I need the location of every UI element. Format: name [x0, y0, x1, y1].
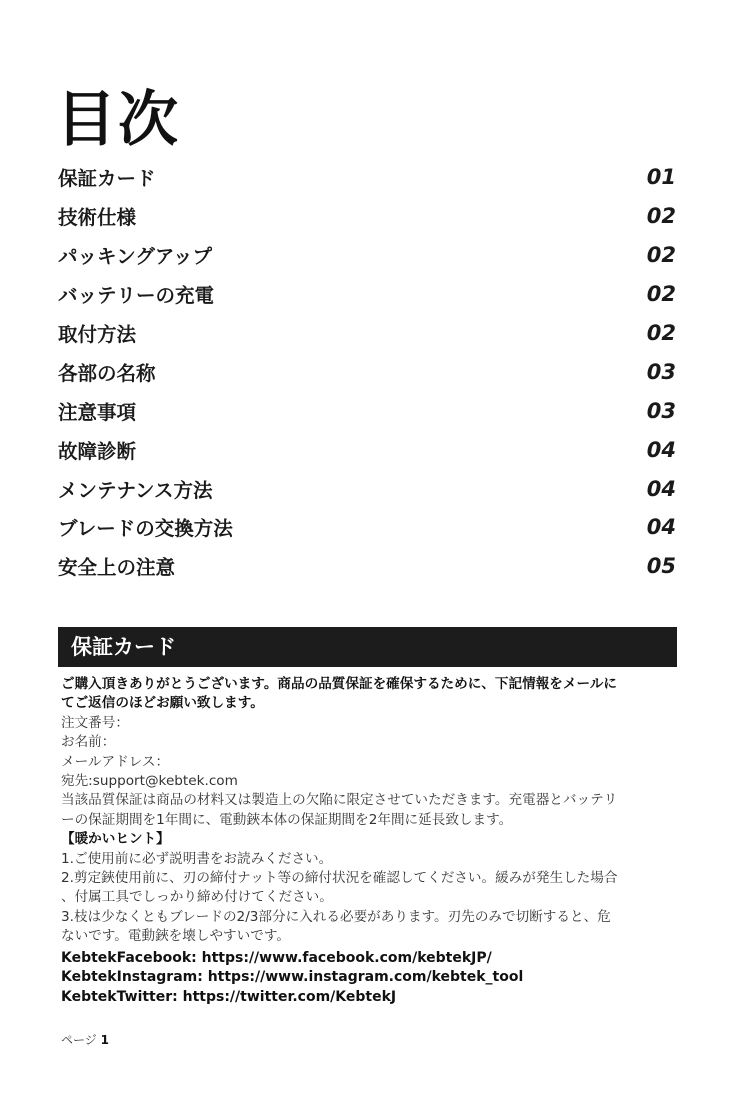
- hint-item: 、付属工具でしっかり締め付けてください。: [61, 889, 333, 906]
- toc-entry-label: ブレードの交換方法: [58, 517, 233, 541]
- toc-entry[interactable]: [58, 508, 676, 547]
- toc-entry-page: 04: [646, 476, 676, 501]
- toc-entry-page: 04: [646, 515, 676, 540]
- order-number-label: 注文番号：: [61, 714, 129, 731]
- toc-entry[interactable]: [58, 391, 676, 430]
- toc-entry-page: 04: [646, 437, 676, 462]
- twitter-link[interactable]: KebtekTwitter: https://twitter.com/KebtekJ: [61, 988, 397, 1005]
- hint-item: 3.枝は少なくともブレードの2/3部分に入れる必要があります。刃先のみで切断すると、危: [61, 908, 611, 925]
- toc-entry[interactable]: [58, 197, 676, 236]
- warranty-text: ーの保証期間を1年間に、電動鋏本体の保証期間を2年間に延長致します。: [61, 811, 513, 828]
- warranty-card-content: [61, 675, 677, 1007]
- toc-entry[interactable]: [58, 430, 676, 469]
- hint-heading: 【暖かいヒント】: [61, 831, 170, 848]
- toc-entry-page: 02: [646, 282, 676, 307]
- hint-item: ないです。電動鋏を壊しやすいです。: [61, 928, 290, 945]
- toc-entry[interactable]: [58, 547, 676, 586]
- warranty-text: 当該品質保証は商品の材料又は製造上の欠陥に限定させていただきます。充電器とバッテリ: [61, 792, 618, 809]
- section-heading-bar: 保証カード: [58, 627, 677, 667]
- toc-entry-label: 保証カード: [58, 167, 156, 191]
- support-address: 宛先:support@kebtek.com: [61, 773, 238, 790]
- facebook-link[interactable]: KebtekFacebook: https://www.facebook.com/kebtekJP/: [61, 949, 492, 966]
- instagram-link[interactable]: KebtekInstagram: https://www.instagram.com/kebtek_tool: [61, 969, 524, 986]
- toc-entry-page: 03: [646, 398, 676, 423]
- toc-entry-label: パッキングアップ: [58, 245, 213, 269]
- page-title: 目次: [56, 85, 180, 155]
- toc-entry[interactable]: [58, 314, 676, 353]
- toc-entry[interactable]: [58, 236, 676, 275]
- social-links: [61, 949, 677, 1008]
- hint-item: 1.ご使用前に必ず説明書をお読みください。: [61, 850, 333, 867]
- page-footer: [61, 1031, 109, 1048]
- page-number: 1: [100, 1033, 109, 1047]
- toc-entry-page: 03: [646, 359, 676, 384]
- toc-entry-label: 故障診断: [58, 439, 137, 463]
- toc-entry-label: 安全上の注意: [58, 556, 176, 580]
- intro-text: てご返信のほどお願い致します。: [61, 695, 264, 712]
- hint-item: 2.剪定鋏使用前に、刃の締付ナット等の締付状況を確認してください。緩みが発生した場合: [61, 870, 618, 887]
- email-label: メールアドレス：: [61, 753, 170, 770]
- toc-entry-label: 取付方法: [58, 323, 137, 346]
- toc-entry-label: 各部の名称: [58, 361, 156, 385]
- toc-entry-page: 02: [646, 321, 676, 345]
- name-label: お名前：: [61, 734, 116, 751]
- toc-entry-label: 技術仕様: [58, 206, 137, 230]
- toc-entry-page: 02: [646, 204, 676, 229]
- toc-entry-label: 注意事項: [58, 400, 137, 424]
- toc-entry-page: 01: [646, 165, 676, 190]
- toc-entry[interactable]: [58, 275, 676, 314]
- toc-entry-page: 02: [646, 243, 676, 268]
- toc-entry[interactable]: [58, 469, 676, 508]
- toc-entry-label: メンテナンス方法: [58, 478, 213, 502]
- toc-entry-page: 05: [646, 554, 676, 579]
- toc-entry[interactable]: [58, 158, 676, 197]
- toc-entry-label: バッテリーの充電: [58, 284, 215, 308]
- intro-text: ご購入頂きありがとうございます。商品の品質保証を確保するために、下記情報をメールに: [61, 676, 617, 692]
- toc-entry[interactable]: [58, 352, 676, 391]
- page-label: ページ: [61, 1033, 97, 1047]
- table-of-contents: [58, 158, 676, 586]
